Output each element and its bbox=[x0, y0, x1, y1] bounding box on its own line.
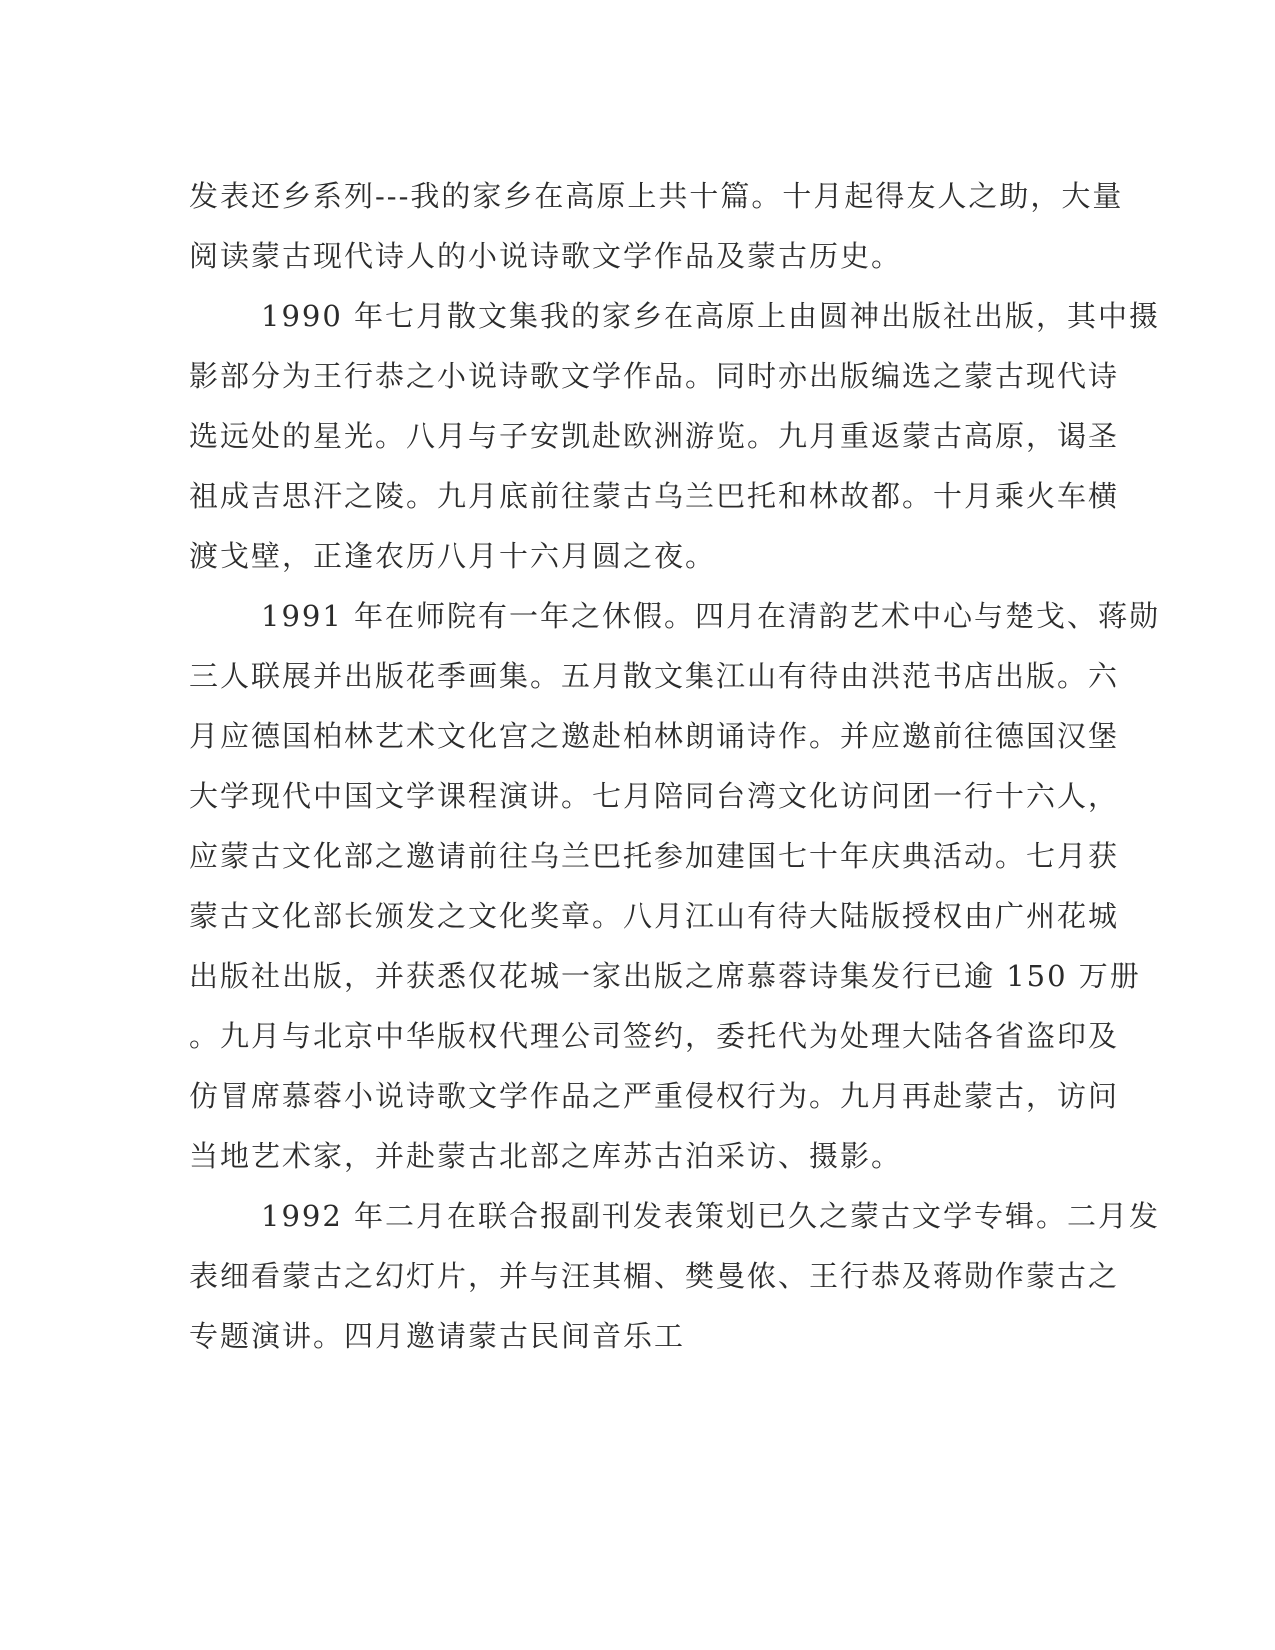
paragraph-start-line: 1992 年二月在联合报副刊发表策划已久之蒙古文学专辑。二月发 bbox=[261, 1199, 1161, 1233]
text-line: 应蒙古文化部之邀请前往乌兰巴托参加建国七十年庆典活动。七月获 bbox=[189, 839, 1120, 873]
text-line: 大学现代中国文学课程演讲。七月陪同台湾文化访问团一行十六人， bbox=[189, 779, 1120, 813]
text-line: 阅读蒙古现代诗人的小说诗歌文学作品及蒙古历史。 bbox=[189, 239, 903, 273]
body-text bbox=[189, 166, 1161, 1366]
text-line: 当地艺术家，并赴蒙古北部之库苏古泊采访、摄影。 bbox=[189, 1139, 903, 1173]
text-line: 发表还乡系列---我的家乡在高原上共十篇。十月起得友人之助，大量 bbox=[189, 179, 1124, 213]
text-line: 蒙古文化部长颁发之文化奖章。八月江山有待大陆版授权由广州花城 bbox=[189, 899, 1120, 933]
paragraph-start-line: 1990 年七月散文集我的家乡在高原上由圆神出版社出版，其中摄 bbox=[261, 299, 1161, 333]
text-line: 选远处的星光。八月与子安凯赴欧洲游览。九月重返蒙古高原，谒圣 bbox=[189, 419, 1120, 453]
text-line: 。九月与北京中华版权代理公司签约，委托代为处理大陆各省盗印及 bbox=[189, 1019, 1120, 1053]
text-line: 三人联展并出版花季画集。五月散文集江山有待由洪范书店出版。六 bbox=[189, 659, 1120, 693]
text-line: 表细看蒙古之幻灯片，并与汪其楣、樊曼侬、王行恭及蒋勋作蒙古之 bbox=[189, 1259, 1120, 1293]
text-line: 出版社出版，并获悉仅花城一家出版之席慕蓉诗集发行已逾 150 万册 bbox=[189, 959, 1141, 993]
paragraph-start-line: 1991 年在师院有一年之休假。四月在清韵艺术中心与楚戈、蒋勋 bbox=[261, 599, 1161, 633]
text-line: 专题演讲。四月邀请蒙古民间音乐工 bbox=[189, 1319, 686, 1353]
text-line: 渡戈壁，正逢农历八月十六月圆之夜。 bbox=[189, 539, 717, 573]
text-line: 祖成吉思汗之陵。九月底前往蒙古乌兰巴托和林故都。十月乘火车横 bbox=[189, 479, 1120, 513]
text-line: 月应德国柏林艺术文化宫之邀赴柏林朗诵诗作。并应邀前往德国汉堡 bbox=[189, 719, 1120, 753]
text-line: 影部分为王行恭之小说诗歌文学作品。同时亦出版编选之蒙古现代诗 bbox=[189, 359, 1120, 393]
text-line: 仿冒席慕蓉小说诗歌文学作品之严重侵权行为。九月再赴蒙古，访问 bbox=[189, 1079, 1120, 1113]
